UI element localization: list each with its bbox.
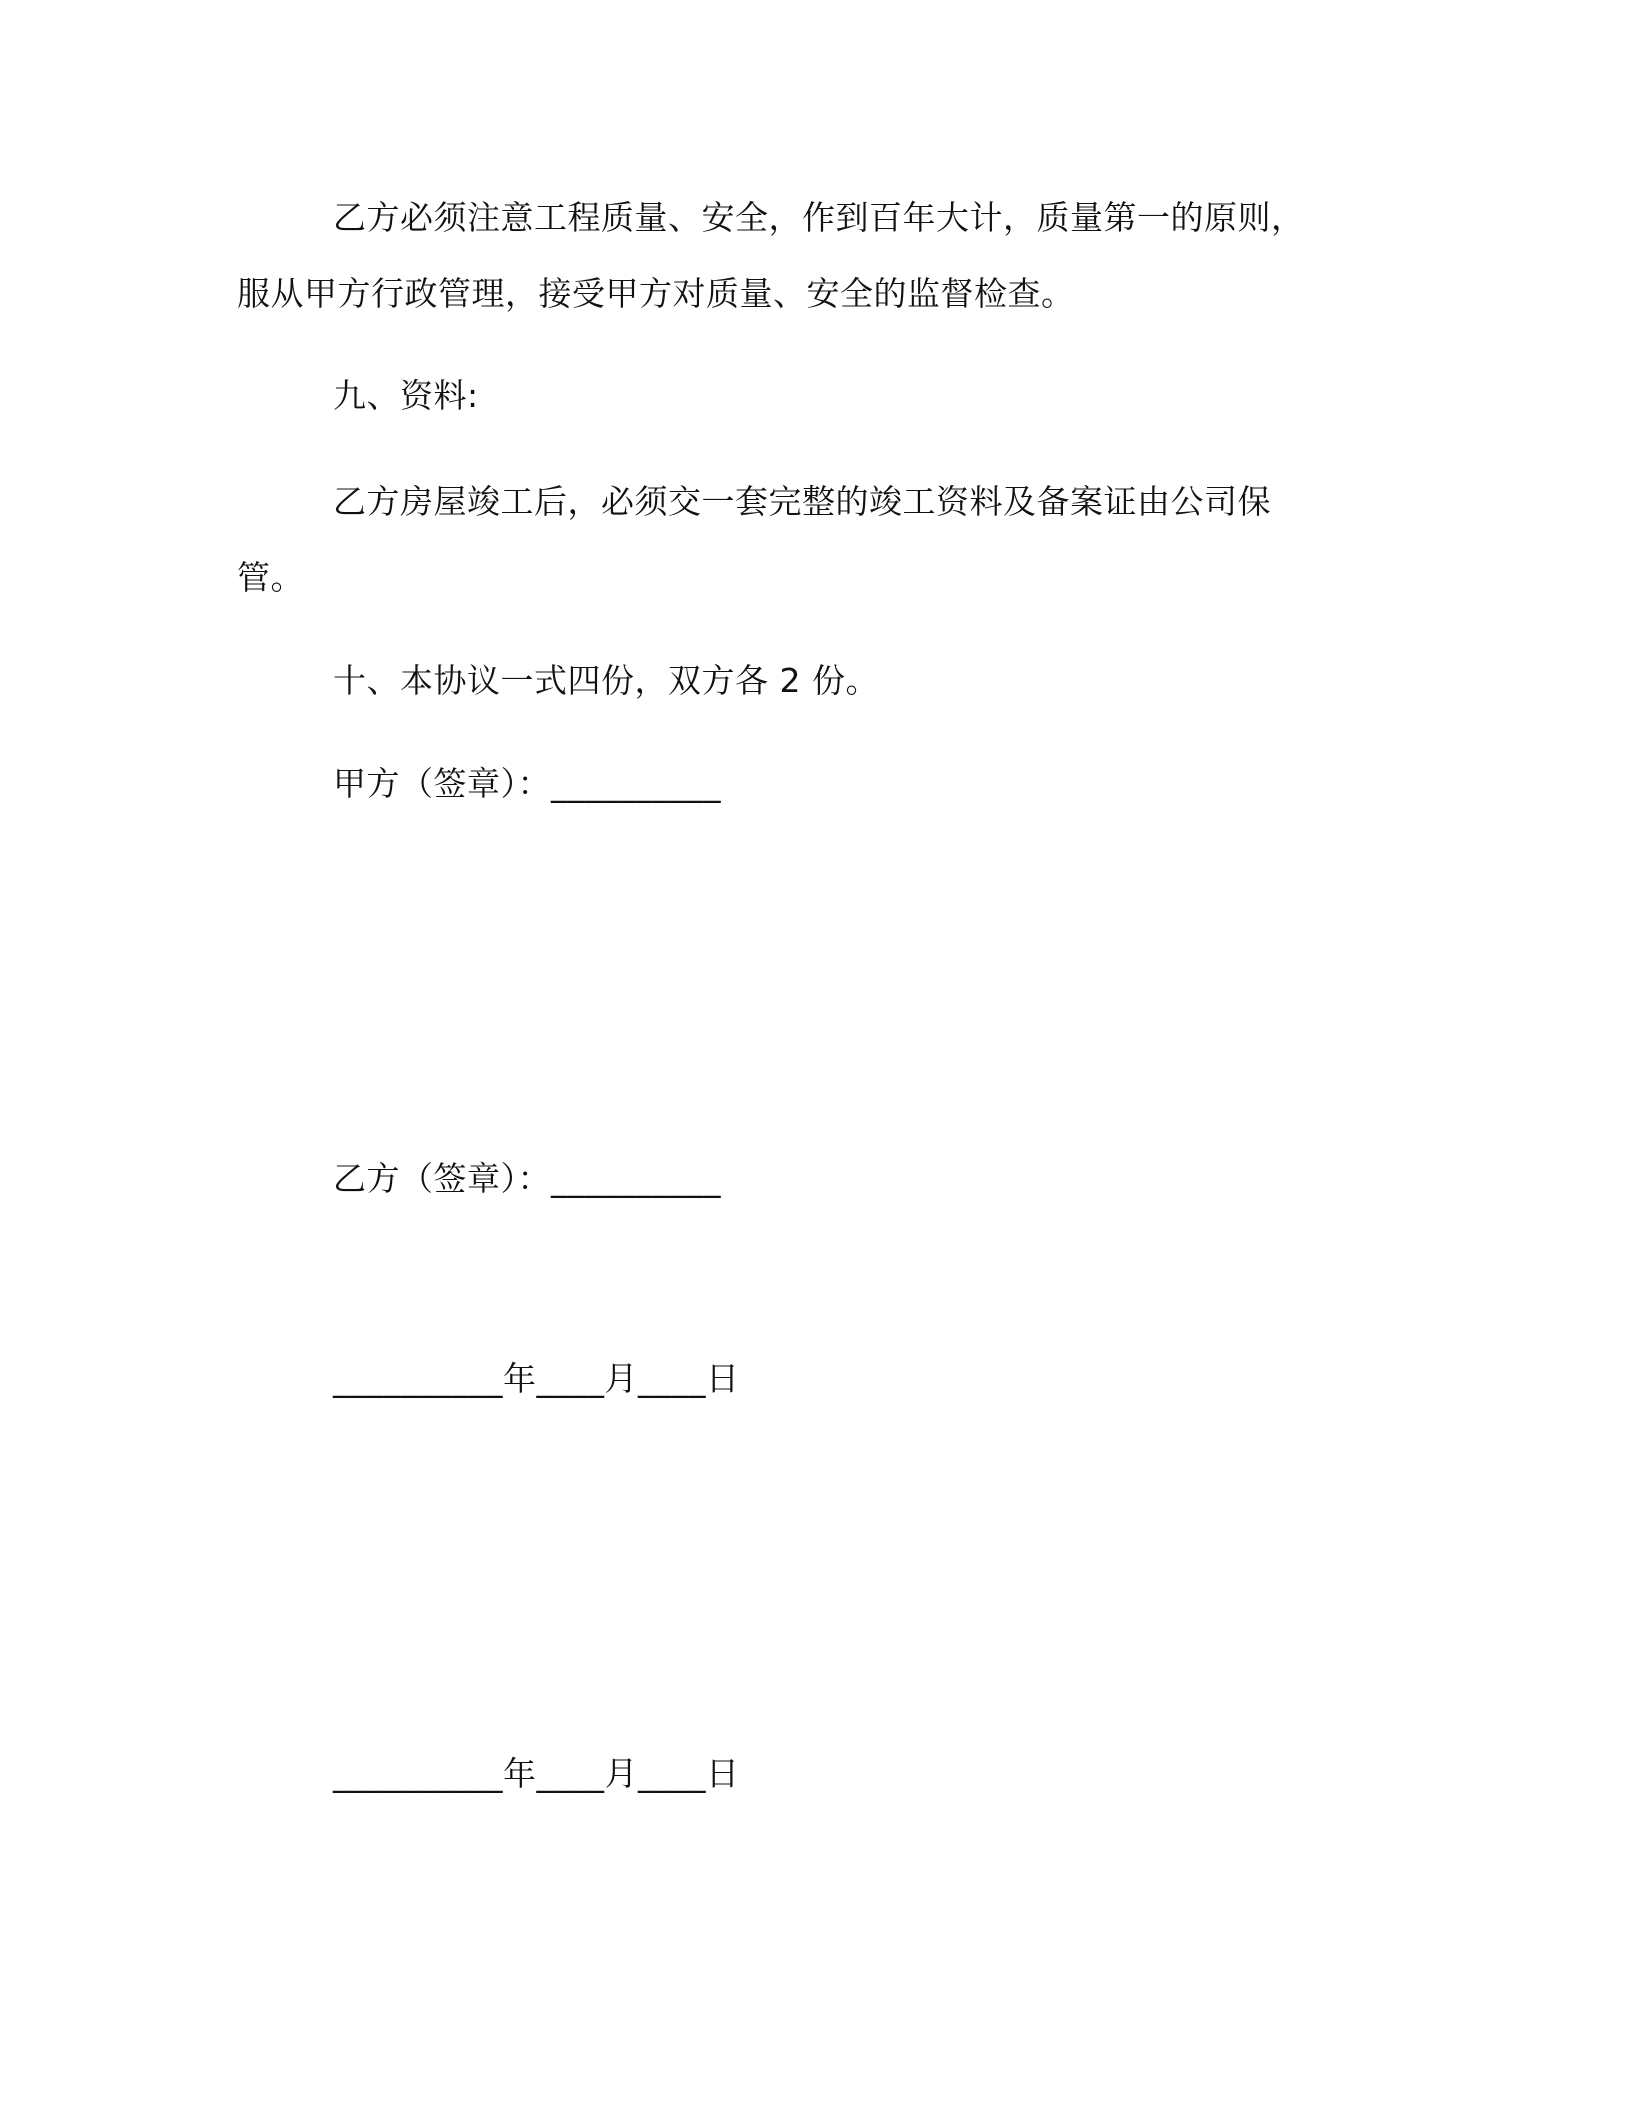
materials-line-2: 管。 (237, 558, 304, 597)
party-a-signature-line: 甲方（签章）：__________ (333, 764, 721, 803)
quality-safety-line-2: 服从甲方行政管理，接受甲方对质量、安全的监督检查。 (237, 274, 1075, 313)
materials-line-1: 乙方房屋竣工后，必须交一套完整的竣工资料及备案证由公司保 (333, 482, 1271, 521)
date-line-1: __________年____月____日 (333, 1359, 740, 1398)
quality-safety-line-1: 乙方必须注意工程质量、安全，作到百年大计，质量第一的原则， (333, 198, 1305, 237)
section-nine-heading: 九、资料: (333, 376, 479, 415)
section-ten-heading: 十、本协议一式四份，双方各 2 份。 (333, 661, 879, 700)
party-b-signature-line: 乙方（签章）：__________ (333, 1159, 721, 1198)
date-line-2: __________年____月____日 (333, 1754, 740, 1793)
